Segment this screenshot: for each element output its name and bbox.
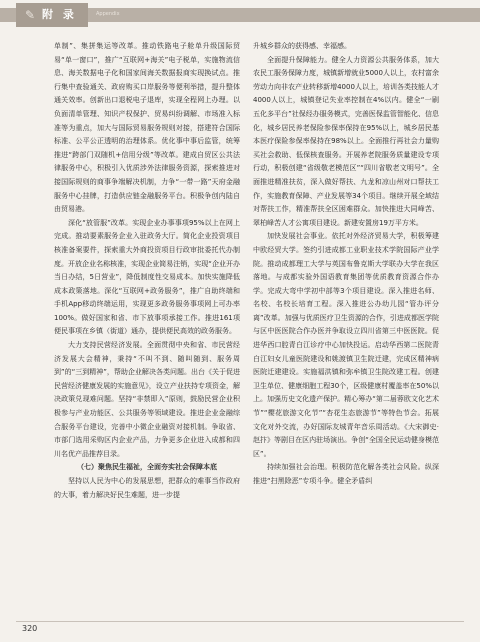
page-content <box>54 40 439 615</box>
paragraph: 升城乡群众的获得感、幸福感。 <box>253 42 351 50</box>
section-title: 附 录 <box>42 8 77 21</box>
paragraph: 加快发展社会事业。依托对外经济贸易大学，积极筹建中欧经贸大学。签约引进成都工业职业技术学院国际产业学院。推动成都理工大学与英国布鲁克斯大学联办大学在我区落地。与成都实验外国语教育集团等优质教育资源合作办学。完成大弯中学初中部等3个项目建设。深入推进名师、名校、名校长培育工程。深入推进公办幼儿园“管办评分离”改革。加强与优质医疗卫生资源的合作，引进成都医学院与区中医医院合作办医并争取设立四川省第三中医医院。促进华西口腔青白江诊疗中心加快投运。启动华西第二医院青白江妇女儿童医院建设和姚渡镇卫生院迁建，完成区精神病医院迁建建设。实施福洪镇和弥牟镇卫生院改建工程。创建卫生单位、健康细胞工程30个，区级健康村覆盖率在50%以上。加强历史文化遗产保护。精心筹办“第二届蓉欧文化艺术节”“樱花旅游文化节”“杏花生态旅游节”等特色节会。拓展文化对外交流，办好国际友城青年音乐周活动。《大宋御史·赵抃》等剧目在区内驻场演出。争创“全国全民运动健身模范区”。 <box>253 232 439 458</box>
paragraph: 单制”、集拼集运等改革。推动铁路电子舱单升级国际贸易“单一窗口”，推广“互联网+海关”电子税单，实施物流信息、海关数据电子化和国家间海关数据报商实现换试点。推行集中查验通关、政府购买口岸服务等便利举措，提升整体通关效率。创新出口退税电子退库，实现全程网上办理。以负面清单管理、知识产权保护、贸易纠纷调解、市场准入标准等为重点，加大与国际贸易服务规则对接，搭建符合国际标准、公平公正透明的治理体系。优化事中事后监管，统筹推进“跨部门双随机+信用分级”等改革。建成自贸区公共法律服务中心，积极引入优质涉外法律服务资源，探索推进对接国际规则的商事争端解决机制，力争“一带一路”天府金融服务中心挂牌，打造供应链金融服务平台。积极争创内陆自由贸易港。 <box>54 42 240 214</box>
paragraph: 大力支持民营经济发展。全面贯彻中央和省、市民营经济发展大会精神，秉持“不叫不到、随叫随到、服务周到”的“三到精神”，帮助企业解决各类问题。出台《关于促进民营经济健康发展的实施意见》，设立产业扶持专项资金，解决政策兑现难问题。坚持“非禁即入”原则，鼓励民营企业积极参与产业功能区、公共服务等领域建设。推进企业金融综合服务平台建设，完善中小微企业融资对接机制。争取省、市部门选用采购区内企业产品，力争更多企业进入成都和四川名优产品推荐目录。 <box>54 341 240 458</box>
book-icon: ✎ <box>24 8 36 22</box>
page-number: 320 <box>22 624 38 633</box>
paragraph: 坚持以人民为中心的发展思想，把群众的难事当作政府的大事，着力解决好民生难题，进一步提 <box>54 477 240 499</box>
right-column <box>253 40 439 615</box>
section-subheading: （七）聚焦民生福祉，全面夯实社会保障本底 <box>77 463 217 472</box>
footer-rule <box>16 621 464 622</box>
section-subtitle: Appendix <box>96 11 120 17</box>
paragraph: 持续加强社会治理。积极防范化解各类社会风险。纵深推进“扫黑除恶”专项斗争。健全矛盾纠 <box>253 463 439 485</box>
paragraph: 深化“放管服”改革。实现企业办事事项95%以上在网上完成。推动要素服务企业入驻政务大厅。简化企业投资项目核准备案要件，探索重大外商投资项目行政审批委托代办制度。开放企业名称核准，实现企业简易注销，实现“企业开办当日办结，5日营业”，降低制度性交易成本。加快实施降低成本政策落地。深化“互联网+政务服务”，推广自助终端和手机App移动终端运用，实现更多政务服务事项网上可办率100%。做好国家和省、市下放事项承接工作。推进161项便民事项在乡镇（街道）通办，提供便民高效的政务服务。 <box>54 218 240 336</box>
left-column <box>54 40 240 615</box>
page-header <box>0 0 480 34</box>
paragraph: 全面提升保障能力。健全人力资源公共服务体系，加大农民工服务保障力度，城镇新增就业5000人以上，农村富余劳动力向非农产业转移新增4000人以上，培训各类技能人才4000人以上，城镇登记失业率控制在4%以内。健全“一刷五化多平台”社保经办服务模式，完善医保监管智能化、信息化，城乡居民养老保险参保率保持在95%以上，城乡居民基本医疗保险参保率保持在98%以上。全面推行再社会力量购买社会救助、低保核查服务。开展养老院服务质量建设专项行动，积极创建“省级敬老模范区”“四川省敬老文明号”。全面推进精准扶贫，深入做好帮扶、九龙和凉山州对口帮扶工作，实施教育保障、产业发展等34个项目。继续开展全域结对帮扶工作，精准帮扶全区困难群众。加快推进大同峰苦、翠柏峰苦人才公寓项目建设。新建安置房19万平方米。 <box>253 55 439 227</box>
